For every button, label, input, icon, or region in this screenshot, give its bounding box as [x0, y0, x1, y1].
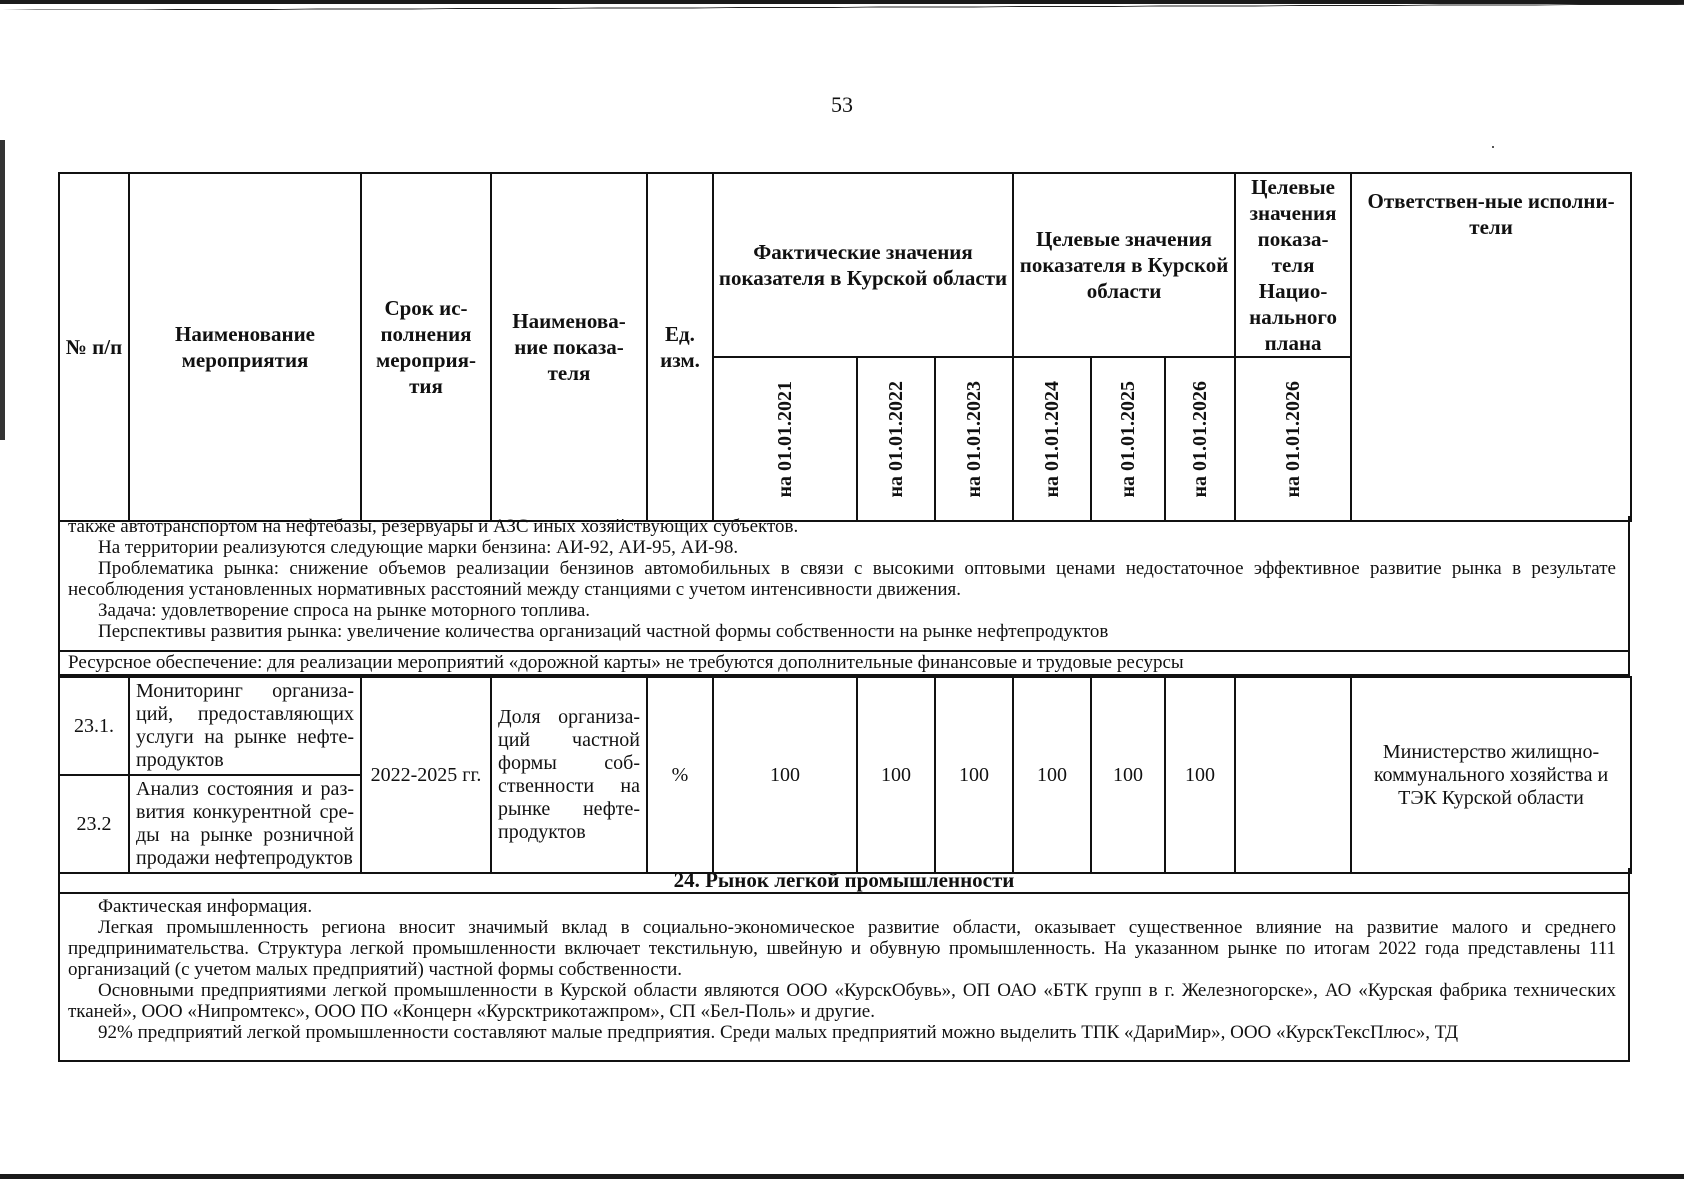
row-deadline: 2022-2025 гг.	[361, 677, 491, 873]
paragraph: Фактическая информация.	[98, 896, 313, 917]
header-responsible: Ответствен-ные исполни-тели	[1351, 173, 1631, 521]
paragraph: также автотранспортом на нефтебазы, резервуары и АЗС иных хозяйствующих субъектов.	[68, 516, 799, 537]
scan-left-edge	[0, 140, 5, 440]
resources-note	[58, 652, 1630, 676]
paragraph: На территории реализуются следующие марки бензина: АИ-92, АИ-95, АИ-98.	[98, 537, 739, 558]
date-label: на 01.01.2022	[885, 380, 907, 498]
paragraph: Проблематика рынка: снижение объемов реализации бензинов автомобильных в связи с высокими оптовыми ценами недостаточное эффективное развитие рынка в результате несоблюдения установленных нормативных расстояний между станциями с учетом интенсивности движения.	[68, 558, 1616, 600]
date-label: на 01.01.2026	[1189, 380, 1212, 498]
header-date-2025	[1091, 357, 1165, 521]
events-table	[58, 676, 1632, 874]
page-number: 53	[831, 92, 853, 117]
table-header	[58, 172, 1632, 522]
header-date-national	[1235, 357, 1351, 521]
paragraph: Задача: удовлетворение спроса на рынке моторного топлива.	[98, 600, 590, 621]
date-label: на 01.01.2026	[1282, 380, 1305, 498]
date-label: на 01.01.2021	[774, 380, 796, 498]
value-2024: 100	[1013, 677, 1091, 873]
row-unit: %	[647, 677, 713, 873]
header-deadline: Срок ис-полнения мероприя-тия	[361, 173, 491, 521]
value-2025: 100	[1091, 677, 1165, 873]
scan-speck	[1492, 146, 1494, 148]
paragraph: 92% предприятий легкой промышленности составляют малые предприятия. Среди малых предприятий можно выделить ТПК «ДариМир», ООО «КурскТексПлюс», ТД	[98, 1022, 1459, 1043]
value-2022: 100	[857, 677, 935, 873]
header-national-group: Целевые значения показа-теля Нацио-нального плана	[1235, 173, 1351, 357]
header-event-name: Наименование мероприятия	[129, 173, 361, 521]
header-unit: Ед. изм.	[647, 173, 713, 521]
value-2026: 100	[1165, 677, 1235, 873]
section-24-description	[58, 894, 1630, 1062]
value-national	[1235, 677, 1351, 873]
row-event-name: Анализ состояния и раз-вития конкурентной сре-ды на рынке розничной продажи нефтепродуктов	[129, 775, 361, 873]
paragraph: Легкая промышленность региона вносит значимый вклад в социально-экономическое развитие области, оказывает существенное влияние на развитие малого и среднего предпринимательства. Структура легкой промышленности включает текстильную, швейную и обувную промышленность. На указанном рынке по итогам 2022 года представлены 111 организаций (с учетом малых предприятий) частной формы собственности.	[68, 917, 1616, 980]
scan-bottom-edge	[0, 1174, 1684, 1179]
table-row	[59, 677, 1631, 775]
row-event-name: Мониторинг организа-ций, предоставляющих услуги на рынке нефте-продуктов	[129, 677, 361, 775]
header-date-2022	[857, 357, 935, 521]
row-responsible: Министерство жилищно-коммунального хозяйства и ТЭК Курской области	[1351, 677, 1631, 873]
row-num: 23.1.	[59, 677, 129, 775]
date-label: на 01.01.2024	[1041, 380, 1064, 498]
header-date-2023	[935, 357, 1013, 521]
date-label: на 01.01.2025	[1117, 380, 1140, 498]
header-indicator: Наименова-ние показа-теля	[491, 173, 647, 521]
header-date-2026	[1165, 357, 1235, 521]
paragraph: Ресурсное обеспечение: для реализации мероприятий «дорожной карты» не требуются дополнительные финансовые и трудовые ресурсы	[68, 652, 1184, 673]
paragraph: Перспективы развития рынка: увеличение количества организаций частной формы собственности на рынке нефтепродуктов	[98, 621, 1109, 642]
section-23-description	[58, 516, 1630, 652]
value-2021: 100	[713, 677, 857, 873]
header-date-2021	[713, 357, 857, 521]
header-target-group: Целевые значения показателя в Курской области	[1013, 173, 1235, 357]
header-num: № п/п	[59, 173, 129, 521]
value-2023: 100	[935, 677, 1013, 873]
date-label: на 01.01.2023	[963, 380, 986, 498]
section-24-title: 24. Рынок легкой промышленности	[58, 868, 1630, 894]
row-num: 23.2	[59, 775, 129, 873]
header-actual-group: Фактические значения показателя в Курской области	[713, 173, 1013, 357]
scan-top-edge-shadow	[0, 4, 1684, 10]
paragraph: Основными предприятиями легкой промышленности в Курской области являются ООО «КурскОбувь», ОП ОАО «БТК групп в г. Железногорске», АО «Курская фабрика технических тканей», ООО «Нипромтекс», ООО ПО «Концерн «Курсктрикотажпром», СП «Бел-Поль» и другие.	[68, 980, 1616, 1022]
row-indicator: Доля организа-ций частной формы соб-ственности на рынке нефте-продуктов	[491, 677, 647, 873]
header-date-2024	[1013, 357, 1091, 521]
